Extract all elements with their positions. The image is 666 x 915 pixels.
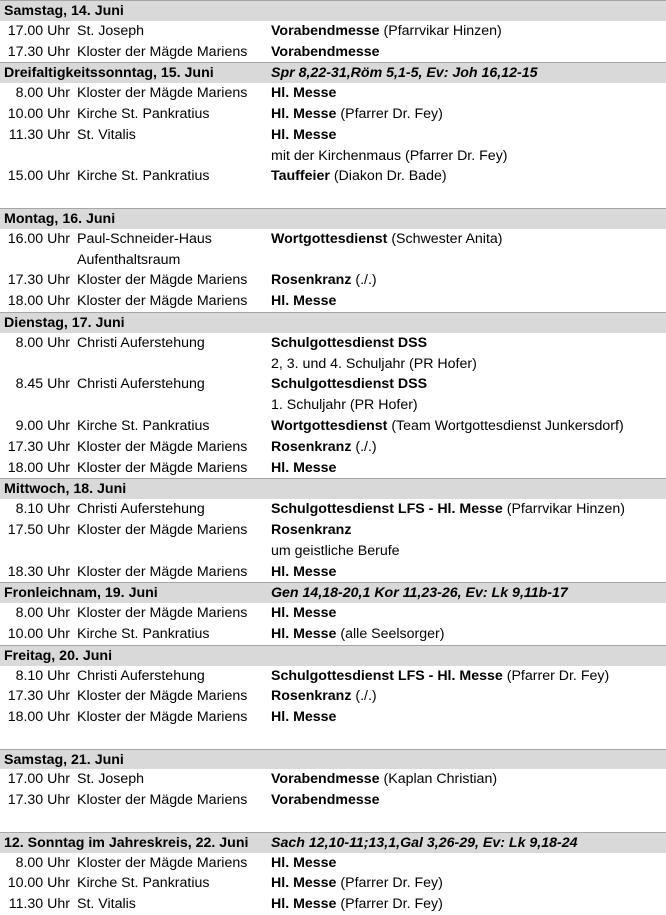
service-description — [271, 790, 380, 811]
day-header — [0, 62, 666, 83]
service-location: Kloster der Mägde Mariens — [77, 272, 248, 289]
day-header — [0, 0, 666, 21]
service-description — [271, 42, 380, 63]
service-description — [271, 707, 336, 728]
day-header — [0, 208, 666, 229]
service-type: Vorabendmesse — [271, 771, 380, 788]
service-location: St. Joseph — [77, 22, 145, 39]
schedule-row — [0, 374, 666, 395]
service-location: Kloster der Mägde Mariens — [77, 563, 248, 580]
service-time: 11.30 Uhr — [8, 126, 70, 143]
service-note: um geistliche Berufe — [271, 542, 400, 559]
section-spacer — [0, 187, 666, 208]
day-header — [0, 478, 666, 499]
service-note: (./.) — [351, 272, 377, 289]
schedule-row — [0, 499, 666, 520]
service-description — [271, 416, 624, 437]
service-type: Hl. Messe — [271, 85, 337, 102]
service-description — [271, 146, 508, 167]
service-time: 8.00 Uhr — [15, 605, 70, 622]
schedule-row — [0, 624, 666, 645]
service-note: (./.) — [351, 688, 377, 705]
service-type: Vorabendmesse — [271, 22, 380, 39]
service-description — [271, 541, 400, 562]
day-title: Samstag, 21. Juni — [4, 751, 124, 768]
service-description — [271, 229, 503, 250]
service-time: 17.30 Uhr — [7, 688, 70, 705]
service-location: Kirche St. Pankratius — [77, 625, 210, 642]
service-time: 17.50 Uhr — [7, 521, 70, 538]
service-type: Rosenkranz — [271, 438, 352, 455]
service-time: 8.00 Uhr — [15, 85, 70, 102]
service-description — [271, 166, 447, 187]
service-description — [271, 769, 497, 790]
service-description — [271, 499, 625, 520]
service-description — [271, 666, 609, 687]
service-location: Kloster der Mägde Mariens — [77, 709, 248, 726]
service-description — [271, 624, 444, 645]
service-location: Kloster der Mägde Mariens — [77, 43, 248, 60]
scripture-reading: Sach 12,10-11;13,1,Gal 3,26-29, Ev: Lk 9,18-24 — [271, 834, 578, 851]
service-description — [271, 104, 443, 125]
schedule-row — [0, 166, 666, 187]
service-type: Wortgottesdienst — [271, 230, 388, 247]
day-title: Dienstag, 17. Juni — [4, 314, 125, 331]
schedule-row — [0, 894, 666, 915]
day-header — [0, 832, 666, 853]
service-note: (Diakon Dr. Bade) — [329, 168, 447, 185]
service-type: Hl. Messe — [271, 896, 337, 913]
service-note: mit der Kirchenmaus (Pfarrer Dr. Fey) — [271, 147, 508, 164]
service-location: St. Vitalis — [77, 896, 136, 913]
service-location: St. Joseph — [77, 771, 145, 788]
service-location: Kirche St. Pankratius — [77, 105, 210, 122]
day-header — [0, 312, 666, 333]
service-location: Kirche St. Pankratius — [77, 417, 210, 434]
service-description — [271, 374, 427, 395]
service-type: Hl. Messe — [271, 605, 337, 622]
schedule-row — [0, 125, 666, 146]
schedule-row — [0, 769, 666, 790]
service-type: Rosenkranz — [271, 272, 352, 289]
service-type: Hl. Messe — [271, 459, 337, 476]
service-description — [271, 437, 377, 458]
schedule-row — [0, 666, 666, 687]
service-time: 17.00 Uhr — [7, 22, 70, 39]
service-location: Christi Auferstehung — [77, 334, 205, 351]
service-location: Paul-Schneider-Haus — [77, 230, 212, 247]
schedule-row — [0, 520, 666, 541]
day-header — [0, 582, 666, 603]
service-location: Kloster der Mägde Mariens — [77, 438, 248, 455]
scripture-reading: Gen 14,18-20,1 Kor 11,23-26, Ev: Lk 9,11b-17 — [271, 585, 568, 602]
service-location: Kirche St. Pankratius — [77, 875, 210, 892]
service-time: 15.00 Uhr — [7, 168, 70, 185]
service-time: 9.00 Uhr — [15, 417, 70, 434]
service-note: (Team Wortgottesdienst Junkersdorf) — [387, 417, 624, 434]
service-time: 16.00 Uhr — [7, 230, 70, 247]
service-time: 8.45 Uhr — [15, 376, 70, 393]
section-spacer — [0, 728, 666, 749]
service-description — [271, 520, 351, 541]
schedule-row — [0, 562, 666, 583]
service-description — [271, 395, 418, 416]
schedule-row — [0, 873, 666, 894]
schedule-row — [0, 437, 666, 458]
day-title: Fronleichnam, 19. Juni — [4, 585, 158, 602]
service-time: 18.00 Uhr — [7, 293, 70, 310]
schedule-row — [0, 42, 666, 63]
service-note: (./.) — [351, 438, 377, 455]
service-time: 17.30 Uhr — [7, 438, 70, 455]
service-time: 10.00 Uhr — [7, 875, 70, 892]
service-time: 17.30 Uhr — [7, 43, 70, 60]
service-type: Hl. Messe — [271, 563, 337, 580]
service-description — [271, 270, 377, 291]
service-description — [271, 603, 336, 624]
service-location: Kloster der Mägde Mariens — [77, 293, 248, 310]
service-type: Schulgottesdienst DSS — [271, 334, 428, 351]
service-type: Vorabendmesse — [271, 792, 380, 809]
service-location: Kloster der Mägde Mariens — [77, 792, 248, 809]
service-location: Kloster der Mägde Mariens — [77, 85, 248, 102]
service-location: Aufenthaltsraum — [77, 251, 181, 268]
schedule-row — [0, 458, 666, 479]
scripture-reading: Spr 8,22-31,Röm 5,1-5, Ev: Joh 16,12-15 — [271, 65, 538, 82]
service-description — [271, 83, 336, 104]
schedule-row — [0, 686, 666, 707]
service-description — [271, 125, 336, 146]
service-note: (Pfarrvikar Hinzen) — [379, 22, 502, 39]
schedule-row — [0, 270, 666, 291]
day-title: Samstag, 14. Juni — [4, 3, 124, 19]
day-title: Dreifaltigkeitssonntag, 15. Juni — [4, 65, 214, 82]
service-description — [271, 686, 377, 707]
service-location: Kloster der Mägde Mariens — [77, 521, 248, 538]
day-title: Mittwoch, 18. Juni — [4, 481, 127, 498]
schedule-row — [0, 21, 666, 42]
service-location: Christi Auferstehung — [77, 501, 205, 518]
service-location: Kloster der Mägde Mariens — [77, 459, 248, 476]
day-title: Freitag, 20. Juni — [4, 647, 113, 664]
section-spacer — [0, 811, 666, 832]
service-time: 18.30 Uhr — [7, 563, 70, 580]
service-time: 11.30 Uhr — [8, 896, 70, 913]
schedule-row — [0, 83, 666, 104]
service-time: 8.10 Uhr — [15, 501, 70, 518]
service-location: Kloster der Mägde Mariens — [77, 854, 248, 871]
day-header — [0, 645, 666, 666]
schedule-row — [0, 250, 666, 271]
service-type: Hl. Messe — [271, 625, 337, 642]
schedule-row — [0, 291, 666, 312]
service-type: Tauffeier — [271, 168, 330, 185]
schedule-row — [0, 333, 666, 354]
service-type: Wortgottesdienst — [271, 417, 388, 434]
service-note: 2, 3. und 4. Schuljahr (PR Hofer) — [271, 355, 477, 372]
service-location: Kloster der Mägde Mariens — [77, 688, 248, 705]
schedule-row — [0, 603, 666, 624]
service-location: Christi Auferstehung — [77, 376, 205, 393]
service-type: Schulgottesdienst LFS - Hl. Messe — [271, 501, 503, 518]
service-time: 10.00 Uhr — [7, 105, 70, 122]
service-location: Kloster der Mägde Mariens — [77, 605, 248, 622]
schedule-row — [0, 853, 666, 874]
service-type: Hl. Messe — [271, 293, 337, 310]
service-time: 18.00 Uhr — [7, 459, 70, 476]
schedule-row — [0, 707, 666, 728]
service-time: 10.00 Uhr — [7, 625, 70, 642]
service-type: Vorabendmesse — [271, 43, 380, 60]
service-description — [271, 562, 336, 583]
service-time: 17.30 Uhr — [7, 272, 70, 289]
service-type: Hl. Messe — [271, 854, 337, 871]
service-time: 18.00 Uhr — [7, 709, 70, 726]
service-location: Christi Auferstehung — [77, 667, 205, 684]
service-time: 17.30 Uhr — [7, 792, 70, 809]
service-description — [271, 21, 502, 42]
day-header — [0, 749, 666, 770]
service-type: Rosenkranz — [271, 521, 352, 538]
service-location: St. Vitalis — [77, 126, 136, 143]
service-note: (Pfarrer Dr. Fey) — [502, 667, 610, 684]
service-type: Schulgottesdienst LFS - Hl. Messe — [271, 667, 503, 684]
service-description — [271, 333, 427, 354]
schedule-row — [0, 354, 666, 375]
day-title: 12. Sonntag im Jahreskreis, 22. Juni — [4, 834, 249, 851]
service-time: 8.00 Uhr — [15, 854, 70, 871]
service-type: Hl. Messe — [271, 875, 337, 892]
service-time: 8.00 Uhr — [15, 334, 70, 351]
service-note: (Pfarrer Dr. Fey) — [336, 875, 443, 892]
service-description — [271, 458, 336, 479]
service-description — [271, 873, 443, 894]
service-note: (Pfarrer Dr. Fey) — [336, 896, 443, 913]
schedule-row — [0, 146, 666, 167]
schedule-row — [0, 416, 666, 437]
service-time: 8.10 Uhr — [15, 667, 70, 684]
service-type: Schulgottesdienst DSS — [271, 376, 428, 393]
service-type: Hl. Messe — [271, 105, 337, 122]
service-note: (alle Seelsorger) — [336, 625, 445, 642]
service-location: Kirche St. Pankratius — [77, 168, 210, 185]
service-type: Hl. Messe — [271, 709, 337, 726]
service-description — [271, 354, 477, 375]
service-time: 17.00 Uhr — [7, 771, 70, 788]
service-description — [271, 853, 336, 874]
schedule-row — [0, 229, 666, 250]
service-note: 1. Schuljahr (PR Hofer) — [271, 397, 418, 414]
service-note: (Pfarrer Dr. Fey) — [336, 105, 443, 122]
service-type: Rosenkranz — [271, 688, 352, 705]
schedule-row — [0, 790, 666, 811]
schedule-row — [0, 541, 666, 562]
service-type: Hl. Messe — [271, 126, 337, 143]
schedule-row — [0, 104, 666, 125]
service-note: (Schwester Anita) — [387, 230, 503, 247]
service-note: (Pfarrvikar Hinzen) — [502, 501, 625, 518]
service-description — [271, 291, 336, 312]
service-description — [271, 894, 443, 915]
schedule-row — [0, 395, 666, 416]
service-note: (Kaplan Christian) — [379, 771, 498, 788]
day-title: Montag, 16. Juni — [4, 210, 116, 227]
